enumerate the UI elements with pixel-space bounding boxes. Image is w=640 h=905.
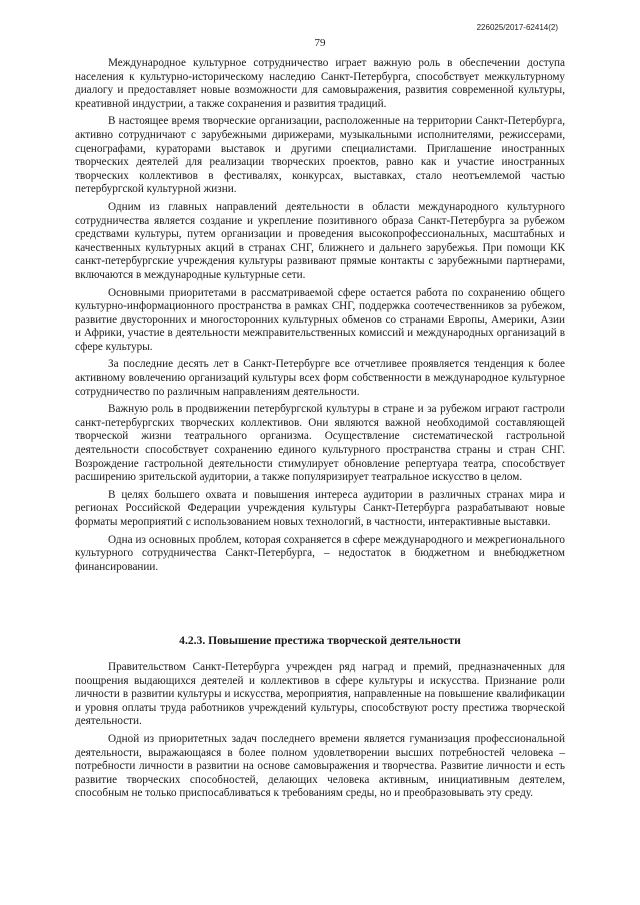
paragraph: В настоящее время творческие организации, расположенные на территории Санкт-Петербурга, активно сотрудничают с зарубежными дирижерами, музыкальными исполнителями, режиссерами, сценографами, кураторами выставок и другими специалистами. Приглашение иностранных творческих деятелей для реализации творческих проектов, равно как и участие иностранных творческих коллективов в фестивалях, конкурсах, выставках, стало неотъемлемой частью петербургской культурной жизни.: [75, 115, 565, 196]
section-body-text: [75, 661, 565, 805]
section-heading: 4.2.3. Повышение престижа творческой деятельности: [179, 634, 461, 647]
paragraph: Одна из основных проблем, которая сохраняется в сфере международного и межрегионального культурного сотрудничества Санкт-Петербурга, – недостаток в бюджетном и внебюджетном финансировании.: [75, 533, 565, 573]
paragraph: Одной из приоритетных задач последнего времени является гуманизация профессиональной деятельности, выражающаяся в более полном удовлетворении высших потребностей человека – потребности личности в развитии на основе самовыражения и творчества. Развитие личности и есть развитие творческих способностей, делающих человека активным, инициативным деятелем, способным не только приспосабливаться к требованиям среды, но и преобразовывать эту среду.: [75, 732, 565, 800]
page-number: 79: [314, 37, 326, 49]
paragraph: Одним из главных направлений деятельности в области международного культурного сотрудничества является создание и укрепление позитивного образа Санкт-Петербурга за рубежом средствами культуры, путем организации и проведения высокопрофессиональных, масштабных и качественных культурных акций в странах СНГ, ближнего и дальнего зарубежья. При помощи КК санкт-петербургские учреждения культуры развивают прямые контакты с зарубежными партнерами, включаются в международные культурные сети.: [75, 200, 565, 281]
paragraph: Важную роль в продвижении петербургской культуры в стране и за рубежом играют гастроли санкт-петербургских творческих коллективов. Они являются важной необходимой составляющей творческой жизни театрального организма. Осуществление систематической гастрольной деятельности способствует сохранению единого культурного пространства страны и стран СНГ. Возрождение гастрольной деятельности стимулирует обновление репертуара театра, способствует расширению зрительской аудитории, а также популяризирует театральное искусство в целом.: [75, 403, 565, 484]
paragraph: За последние десять лет в Санкт-Петербурге все отчетливее проявляется тенденция к более активному вовлечению организаций культуры всех форм собственности в международное культурное сотрудничество по различным направлениям деятельности.: [75, 358, 565, 398]
document-id: 226025/2017-62414(2): [476, 23, 558, 32]
paragraph: Правительством Санкт-Петербурга учрежден ряд наград и премий, предназначенных для поощрения выдающихся деятелей и коллективов в сфере культуры и искусства. Признание роли личности в развитии культуры и искусства, мероприятия, направленные на повышение квалификации и уровня оплаты труда работников учреждений культуры, способствуют росту престижа творческой деятельности.: [75, 661, 565, 728]
paragraph: Основными приоритетами в рассматриваемой сфере остается работа по сохранению общего культурно-информационного пространства в рамках СНГ, поддержка соотечественников за рубежом, развитие двусторонних и многосторонних культурных обменов со странами Европы, Америки, Азии и Африки, участие в деятельности межправительственных комиссий и международных организаций в сфере культуры.: [75, 286, 565, 353]
paragraph: Международное культурное сотрудничество играет важную роль в обеспечении доступа населения к культурно-историческому наследию Санкт-Петербурга, способствует межкультурному диалогу и предоставляет новые возможности для самовыражения, развития современной культуры, креативной индустрии, а также сохранения и развития традиций.: [75, 57, 565, 110]
paragraph: В целях большего охвата и повышения интереса аудитории в различных странах мира и регионах Российской Федерации учреждения культуры Санкт-Петербурга разрабатывают новые форматы мероприятий с использованием новых технологий, в частности, интерактивные выставки.: [75, 488, 565, 528]
body-text: [75, 57, 565, 578]
